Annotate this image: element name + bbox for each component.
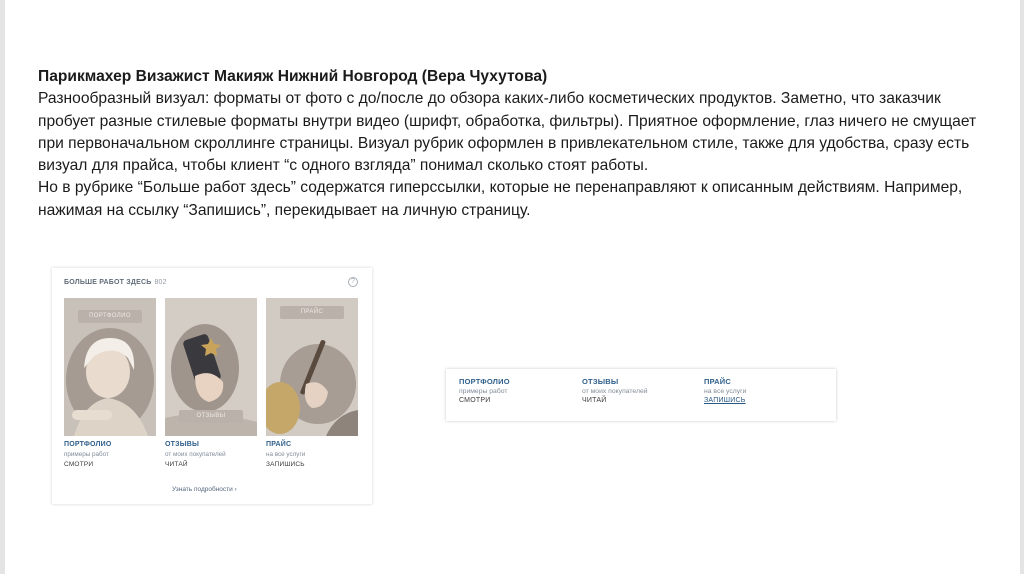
links-item-title: ПОРТФОЛИО	[459, 377, 510, 386]
card-portfolio[interactable]	[64, 298, 156, 474]
card-pill-label: ОТЗЫВЫ	[179, 410, 243, 423]
links-item-action-book[interactable]: ЗАПИШИСЬ	[704, 397, 746, 404]
links-row-widget	[446, 369, 836, 421]
card-subtitle: на все услуги	[266, 451, 306, 458]
more-details-link[interactable]: Узнать подробности ›	[172, 486, 237, 493]
card-action-link[interactable]: ЗАПИШИСЬ	[266, 461, 305, 468]
help-icon[interactable]: ?	[348, 277, 358, 287]
card-subtitle: от моих покупателей	[165, 451, 226, 458]
card-pill-label: ПОРТФОЛИО	[78, 310, 142, 323]
links-item-title: ПРАЙС	[704, 377, 731, 386]
card-title: ПОРТФОЛИО	[64, 441, 112, 448]
card-title: ОТЗЫВЫ	[165, 441, 200, 448]
links-item-action[interactable]: ЧИТАЙ	[582, 397, 607, 404]
more-works-widget	[52, 268, 372, 504]
review-paragraph-1: Разнообразный визуал: форматы от фото с до/после до обзора каких-либо косметических продуктов. Заметно, что заказчик пробует разные стилевые форматы внутри видео (шрифт, обработка, фильтры). Приятное оформление, глаз ничего не смущает при первоначальном скроллинге страницы. Визуал рубрик оформлен в привлекательном стиле, также для удобства, сразу есть визуал для прайса, чтобы клиент “с одного взгляда” понимал сколько стоят работы.	[38, 90, 977, 175]
page-title: Парикмахер Визажист Макияж Нижний Новгород (Вера Чухутова)	[38, 68, 548, 85]
price-cover-image	[266, 298, 358, 436]
widget-header-title: БОЛЬШЕ РАБОТ ЗДЕСЬ	[64, 279, 152, 286]
portfolio-cover-image	[64, 298, 156, 436]
links-item-subtitle: примеры работ	[459, 388, 508, 395]
slide-border-right	[1020, 0, 1024, 574]
links-item-subtitle: на все услуги	[704, 388, 747, 395]
review-text	[38, 66, 993, 222]
links-item-action[interactable]: СМОТРИ	[459, 397, 491, 404]
links-item-reviews[interactable]	[582, 377, 648, 404]
links-item-subtitle: от моих покупателей	[582, 388, 648, 395]
card-action-link[interactable]: СМОТРИ	[64, 461, 94, 468]
card-price[interactable]	[266, 298, 358, 474]
card-action-link[interactable]: ЧИТАЙ	[165, 461, 188, 468]
widget-header	[64, 279, 167, 286]
widget-header-count: 802	[154, 279, 167, 286]
card-pill-label: ПРАЙС	[280, 306, 344, 319]
reviews-cover-image	[165, 298, 257, 436]
links-item-portfolio[interactable]	[459, 377, 510, 404]
card-title: ПРАЙС	[266, 441, 292, 448]
review-paragraph-2: Но в рубрике “Больше работ здесь” содержатся гиперссылки, которые не перенаправляют к описанным действиям. Например, нажимая на ссылку “Запишись”, перекидывает на личную страницу.	[38, 179, 963, 219]
links-item-title: ОТЗЫВЫ	[582, 377, 619, 386]
links-item-price[interactable]	[704, 377, 746, 404]
card-reviews[interactable]	[165, 298, 257, 474]
card-subtitle: примеры работ	[64, 451, 109, 458]
slide-border-left	[0, 0, 5, 574]
